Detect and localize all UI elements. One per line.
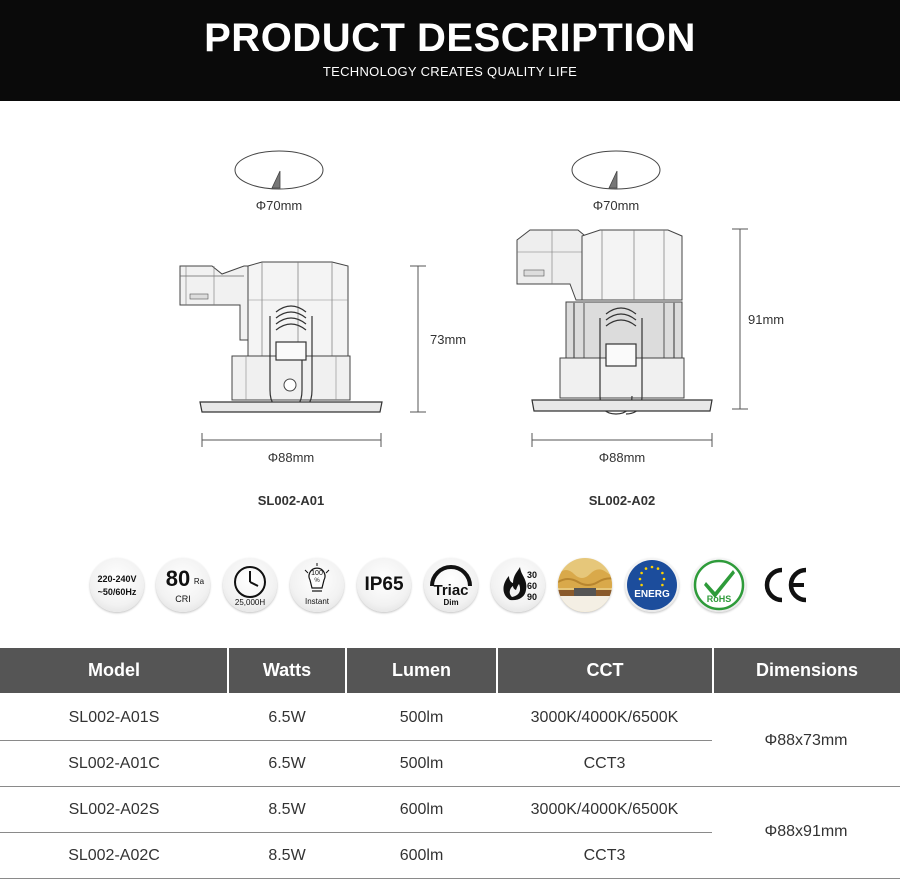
cell-dimensions: Φ88x91mm [764, 823, 848, 840]
cell-model: SL002-A01C [68, 755, 160, 772]
cell-cct: 3000K/4000K/6500K [530, 709, 679, 726]
cutout-marker [609, 171, 617, 188]
instant-label: Instant [304, 597, 329, 606]
cell-model: SL002-A01S [68, 709, 160, 726]
triac-label: Triac [433, 582, 469, 599]
width-dimension-line [532, 433, 712, 447]
lamp-body [582, 230, 682, 300]
lamp-flange [200, 402, 382, 412]
header-model: Model [88, 660, 140, 680]
row-divider [0, 878, 900, 879]
rohs-badge [692, 558, 746, 612]
model-name: SL002-A02 [588, 493, 656, 508]
cell-lumen: 500lm [399, 755, 444, 772]
fire-rating-30: 30 [526, 570, 537, 580]
ip65-badge [357, 558, 411, 612]
eu-energy-icon [625, 558, 679, 612]
cell-lumen: 600lm [399, 847, 444, 864]
table-row [0, 833, 712, 879]
voltage-frequency: ~50/60Hz [97, 587, 137, 597]
driver-box [517, 230, 590, 300]
header-dimensions: Dimensions [755, 660, 859, 680]
fire-rating-60: 60 [526, 581, 537, 591]
insulation-icon [558, 558, 612, 612]
height-dimension-line [732, 229, 748, 409]
technical-drawings [0, 101, 900, 541]
cell-watts: 8.5W [268, 801, 306, 818]
lamp-flange [532, 400, 712, 411]
lifetime-label: 25,000H [234, 598, 266, 607]
cutout-dimension: Φ70mm [592, 198, 640, 213]
header-banner [0, 0, 900, 101]
insulation-coverable-badge [558, 558, 612, 612]
ip-rating: IP65 [364, 574, 404, 595]
cutout-marker [272, 171, 280, 188]
energy-label: ENERG [634, 589, 670, 600]
table-row [0, 787, 712, 833]
header-cct: CCT [586, 660, 624, 680]
voltage-range: 220-240V [97, 574, 137, 584]
cutout-dimension: Φ70mm [255, 198, 303, 213]
cell-cct: CCT3 [583, 847, 626, 864]
page-title: PRODUCT DESCRIPTION [204, 16, 696, 60]
cell-watts: 8.5W [268, 847, 306, 864]
cell-watts: 6.5W [268, 755, 306, 772]
width-dimension: Φ88mm [598, 450, 646, 465]
feature-badges [90, 558, 820, 614]
cell-model: SL002-A02C [68, 847, 160, 864]
cell-model: SL002-A02S [68, 801, 160, 818]
cell-watts: 6.5W [268, 709, 306, 726]
height-dimension-line [410, 266, 426, 412]
cri-badge [156, 558, 210, 612]
fire-rated-badge [491, 558, 545, 612]
drawing-sl002-a02 [517, 151, 784, 508]
header-lumen: Lumen [391, 660, 451, 680]
lifetime-badge [223, 558, 277, 612]
instant-value: 100 [311, 570, 323, 577]
fire-rating-90: 90 [526, 592, 537, 602]
height-dimension: 73mm [430, 332, 467, 347]
cri-label: CRI [175, 594, 191, 604]
width-dimension: Φ88mm [267, 450, 315, 465]
cell-cct: CCT3 [583, 755, 626, 772]
instant-on-badge [290, 558, 344, 612]
cell-lumen: 500lm [399, 709, 444, 726]
cri-unit: Ra [193, 577, 205, 586]
table-row [0, 741, 712, 787]
drawing-sl002-a01 [180, 151, 466, 508]
cell-cct: 3000K/4000K/6500K [530, 801, 679, 818]
cell-dimensions: Φ88x73mm [764, 732, 848, 749]
energy-label-badge [625, 558, 679, 612]
width-dimension-line [202, 433, 381, 447]
ce-mark [760, 562, 814, 608]
triac-dim-badge [424, 558, 478, 612]
cri-value: 80 [165, 566, 191, 591]
table-row [0, 695, 712, 741]
model-name: SL002-A01 [257, 493, 325, 508]
table-header [0, 648, 900, 693]
height-dimension: 91mm [748, 312, 785, 327]
ce-mark-icon [760, 562, 814, 608]
page-subtitle: TECHNOLOGY CREATES QUALITY LIFE [322, 64, 578, 79]
triac-sub: Dim [443, 598, 459, 607]
instant-unit: % [314, 578, 320, 584]
lamp-lower-body [232, 356, 350, 400]
rohs-label: RoHS [706, 594, 732, 604]
voltage-badge [90, 558, 144, 612]
cell-lumen: 600lm [399, 801, 444, 818]
header-watts: Watts [262, 660, 312, 680]
